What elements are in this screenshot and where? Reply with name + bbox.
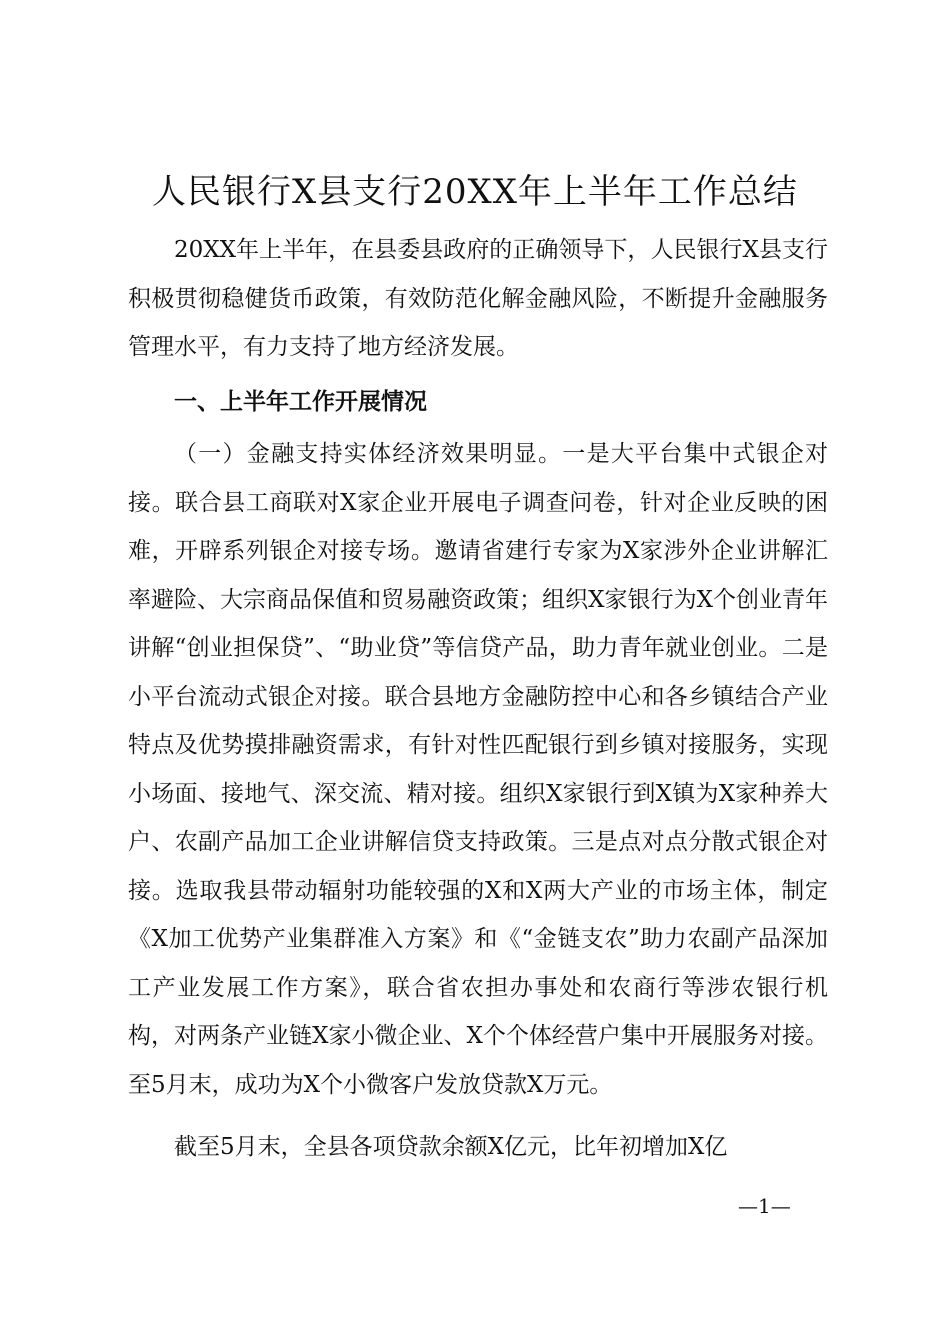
- intro-paragraph: 20XX年上半年，在县委县政府的正确领导下，人民银行X县支行积极贯彻稳健货币政策，有效防范化解金融风险，不断提升金融服务管理水平，有力支持了地方经济发展。: [128, 237, 828, 360]
- body-paragraph: （一）金融支持实体经济效果明显。一是大平台集中式银企对接。联合县工商联对X家企业开展电子调查问卷，针对企业反映的困难，开辟系列银企对接专场。邀请省建行专家为X家涉外企业讲解汇率避险、大宗商品保值和贸易融资政策；组织X家银行为X个创业青年讲解“创业担保贷”、“助业贷”等信贷产品，助力青年就业创业。二是小平台流动式银企对接。联合县地方金融防控中心和各乡镇结合产业特点及优势摸排融资需求，有针对性匹配银行到乡镇对接服务，实现小场面、接地气、深交流、精对接。组织X家银行到X镇为X家种养大户、农副产品加工企业讲解信贷支持政策。三是点对点分散式银企对接。选取我县带动辐射功能较强的X和X两大产业的市场主体，制定《X加工优势产业集群准入方案》和《“金链支农”助力农副产品深加工产业发展工作方案》，联合省农担办事处和农商行等涉农银行机构，对两条产业链X家小微企业、X个个体经营户集中开展服务对接。至5月末，成功为X个小微客户发放贷款X万元。: [128, 441, 828, 1098]
- body-paragraph: 截至5月末，全县各项贷款余额X亿元，比年初增加X亿: [174, 1134, 728, 1160]
- page-number: —1—: [738, 1194, 791, 1218]
- document-title: 人民银行X县支行20XX年上半年工作总结: [152, 172, 798, 212]
- section-heading: 一、上半年工作开展情况: [174, 388, 427, 415]
- document-body: [128, 226, 828, 1172]
